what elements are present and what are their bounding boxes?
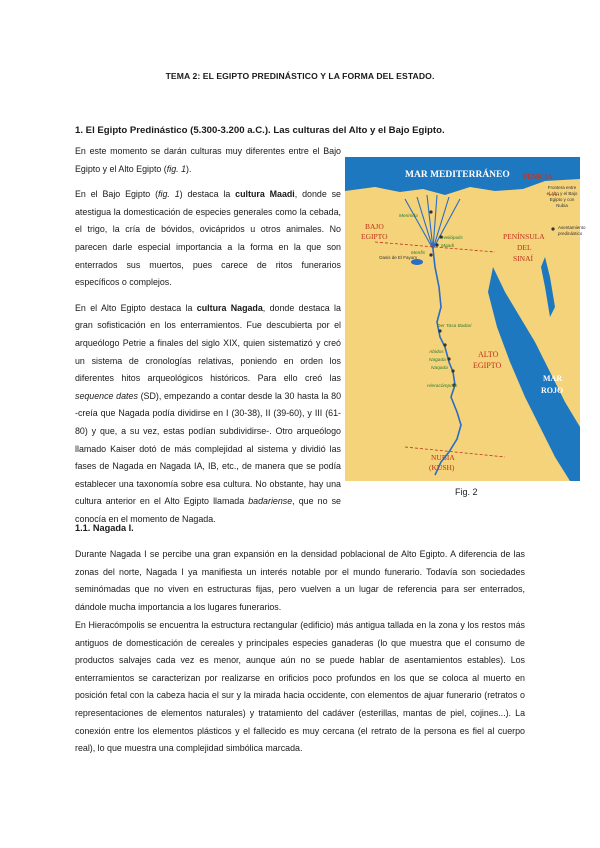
settlement-dot bbox=[429, 210, 432, 213]
paragraph-nagada-i: Durante Nagada I se percibe una gran expansión en la densidad poblacional de Alto Egipto. A diferencia de las zonas del norte, Nagada I ya manifiesta un interés notable por el mundo funerario. Todavía son sociedades seminómadas que no viven en estructuras fijas, pero vuelven a un lugar de referencia para ser enterrados, dándole mucha importancia a los lugares funerarios. bbox=[75, 549, 525, 612]
label-fayum: Oasis de El Fayum bbox=[379, 255, 418, 260]
label-nagada: Nagada bbox=[429, 358, 446, 363]
settlement-dot bbox=[451, 369, 454, 372]
settlement-dot bbox=[435, 243, 438, 246]
paragraph-hieracompolis: En Hieracómpolis se encuentra la estructura rectangular (edificio) más antigua tallada en la zona y los restos más antiguos de domesticación de cereales y principales especies ganaderas (lo que muestra que el consumo de productos salvajes cada vez es menor, aunque aún no se puede hablar de asentamientos estables). Los enterramientos se caracterizan por realizarse en orificios poco profundos en los que se coloca al muerto en posición fetal con la cabeza hacia el sur y la mirada hacia occidente, con elementos de ajuar funerario (retratos o representaciones de elementos naturales) y tratamiento del cadáver (esterillas, mantas de piel, cojines...). La conexión entre los elementos plásticos y el fallecido es muy cercana (el retrato de la persona es fiel al cuerpo real), lo que muestra una complejidad simbólica marcada. bbox=[75, 620, 525, 754]
legend-settlement-marker bbox=[551, 227, 554, 230]
legend-text-1c: Egipto y con bbox=[549, 197, 575, 202]
label-sinai: SINAÍ bbox=[513, 254, 533, 263]
label-fenicia: FENICIA bbox=[523, 172, 553, 181]
label-del: DEL bbox=[517, 243, 532, 252]
label-merimda: Merimda bbox=[399, 214, 418, 219]
paragraph-alto-egipto: En el Alto Egipto destaca la cultura Nagada, donde destaca la gran sofisticación en los enterramientos. Fue descubierta por el arqueólogo Petrie a finales del siglo XIX, quien sistematizó y creó un sistema de cronologías relativas, poniendo en orden los diferentes hitos arqueológicos históricos. Para ello creó las sequence dates (SD), empezando a contar desde la 30 hasta la 80 -creía que Nagada podía dividirse en I (30-38), II (39-60), y III (61-80) y que, a su vez, estas podían subdividirse-. Otro arqueólogo llamado Kaiser dotó de más complejidad al sistema y dividió las fases de Nagada en Nagada IA, IB, etc., de manera que se podía establecer una taxonomía sobre esa cultura. No obstante, hay una cultura anterior en el Alto Egipto llamada badariense, que no se conocía en el momento de Nagada. bbox=[75, 302, 342, 524]
label-egipto-bajo: EGIPTO bbox=[361, 232, 388, 241]
legend-text-2a: Asentamiento bbox=[558, 225, 586, 230]
egypt-map-figure bbox=[345, 157, 586, 481]
label-nubia: NUBIA bbox=[431, 453, 455, 462]
label-kush: (KUSH) bbox=[429, 463, 455, 472]
paragraph-intro: En este momento se darán culturas muy diferentes entre el Bajo Egipto y el Alto Egipto (fig. 1). bbox=[75, 146, 341, 174]
label-egipto-alto: EGIPTO bbox=[473, 361, 502, 370]
section-heading: 1. El Egipto Predinástico (5.300-3.200 a.C.). Las culturas del Alto y el Bajo Egipto. bbox=[75, 125, 445, 136]
label-peninsula: PENÍNSULA bbox=[503, 232, 545, 241]
page-title: TEMA 2: EL EGIPTO PREDINÁSTICO Y LA FORMA DEL ESTADO. bbox=[165, 71, 435, 81]
label-heliopolis: Heliópolis bbox=[442, 236, 463, 241]
label-maadi: Maadi bbox=[441, 244, 455, 249]
label-badari: Der Tasa Badari bbox=[437, 324, 472, 329]
settlement-dot bbox=[443, 343, 446, 346]
figure-caption: Fig. 2 bbox=[455, 487, 478, 497]
legend-text-1a: Frontera entre bbox=[547, 185, 577, 190]
legend-text-2b: predinástico bbox=[558, 231, 583, 236]
label-alto: ALTO bbox=[478, 350, 499, 359]
label-hieracompolis: Hieracómpolis bbox=[427, 384, 458, 389]
settlement-dot bbox=[429, 253, 432, 256]
label-naqada: Naqada bbox=[431, 366, 448, 371]
label-menfis: Menfis bbox=[411, 251, 426, 256]
legend-text-1d: Nubia bbox=[556, 203, 568, 208]
legend-text-1b: el Alto y el Bajo bbox=[546, 191, 578, 196]
settlement-dot bbox=[447, 357, 450, 360]
label-bajo: BAJO bbox=[365, 222, 384, 231]
label-mar: MAR bbox=[543, 374, 563, 383]
label-rojo: ROJO bbox=[541, 386, 564, 395]
left-column-text bbox=[75, 143, 341, 536]
paragraph-bajo-egipto: En el Bajo Egipto (fig. 1) destaca la cultura Maadi, donde se atestigua la domesticación de especies generales como la cebada, el trigo, la cría de bóvidos, ovicápridos u otros animales. No parecen darle especial importancia a la forma en la que son enterrados sus muertos, pues carece de ritos funerarios específicos o complejos. bbox=[75, 189, 341, 288]
label-abidos: Abidos bbox=[429, 350, 444, 355]
settlement-dot bbox=[438, 329, 441, 332]
label-mediterraneo: MAR MEDITERRÁNEO bbox=[405, 170, 510, 180]
subsection-heading: 1.1. Nagada I. bbox=[75, 523, 134, 533]
